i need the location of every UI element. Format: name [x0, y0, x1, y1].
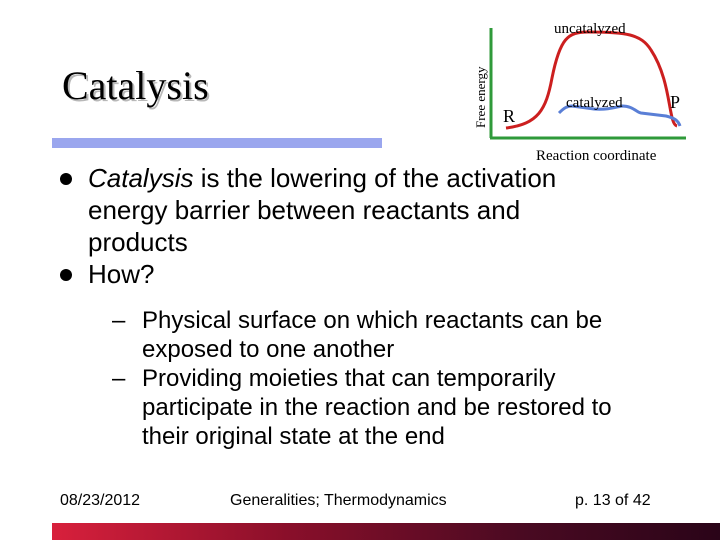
bullet-how — [60, 258, 620, 290]
footer-date: 08/23/2012 — [60, 492, 141, 509]
bullet-text: How? — [88, 259, 155, 289]
x-axis-label: Reaction coordinate — [536, 148, 657, 164]
footer-page-number: p. 13 of 42 — [575, 492, 651, 509]
sub-bullet-text: Physical surface on which reactants can be exposed to one another — [142, 307, 603, 363]
sub-bullet-moieties — [112, 364, 662, 451]
free-energy-diagram — [466, 10, 710, 170]
bullet-text: is the lowering of the activation energy barrier between reactants and products — [88, 163, 557, 257]
bullet-list — [60, 162, 620, 451]
bottom-decorative-stripe — [52, 523, 720, 540]
bullet-catalysis-definition — [60, 162, 620, 258]
y-axis-label: Free energy — [473, 66, 488, 128]
dash-icon: – — [112, 365, 126, 392]
bullet-icon — [60, 173, 72, 185]
title-underline-bar — [52, 138, 382, 148]
bullet-term: Catalysis — [88, 163, 194, 193]
sub-bullet-physical-surface — [112, 306, 668, 364]
footer-center: Generalities; Thermodynamics — [230, 492, 447, 509]
catalyzed-label: catalyzed — [566, 95, 623, 111]
bullet-icon — [60, 269, 72, 281]
dash-icon: – — [112, 307, 126, 334]
uncatalyzed-label: uncatalyzed — [554, 21, 626, 37]
sub-bullet-text: Providing moieties that can temporarily participate in the reaction and be restored to their original state at the end — [142, 365, 612, 450]
product-label: P — [670, 92, 681, 112]
slide-title: Catalysis — [62, 63, 209, 108]
reactant-label: R — [503, 106, 516, 126]
sub-bullet-list — [112, 306, 668, 451]
